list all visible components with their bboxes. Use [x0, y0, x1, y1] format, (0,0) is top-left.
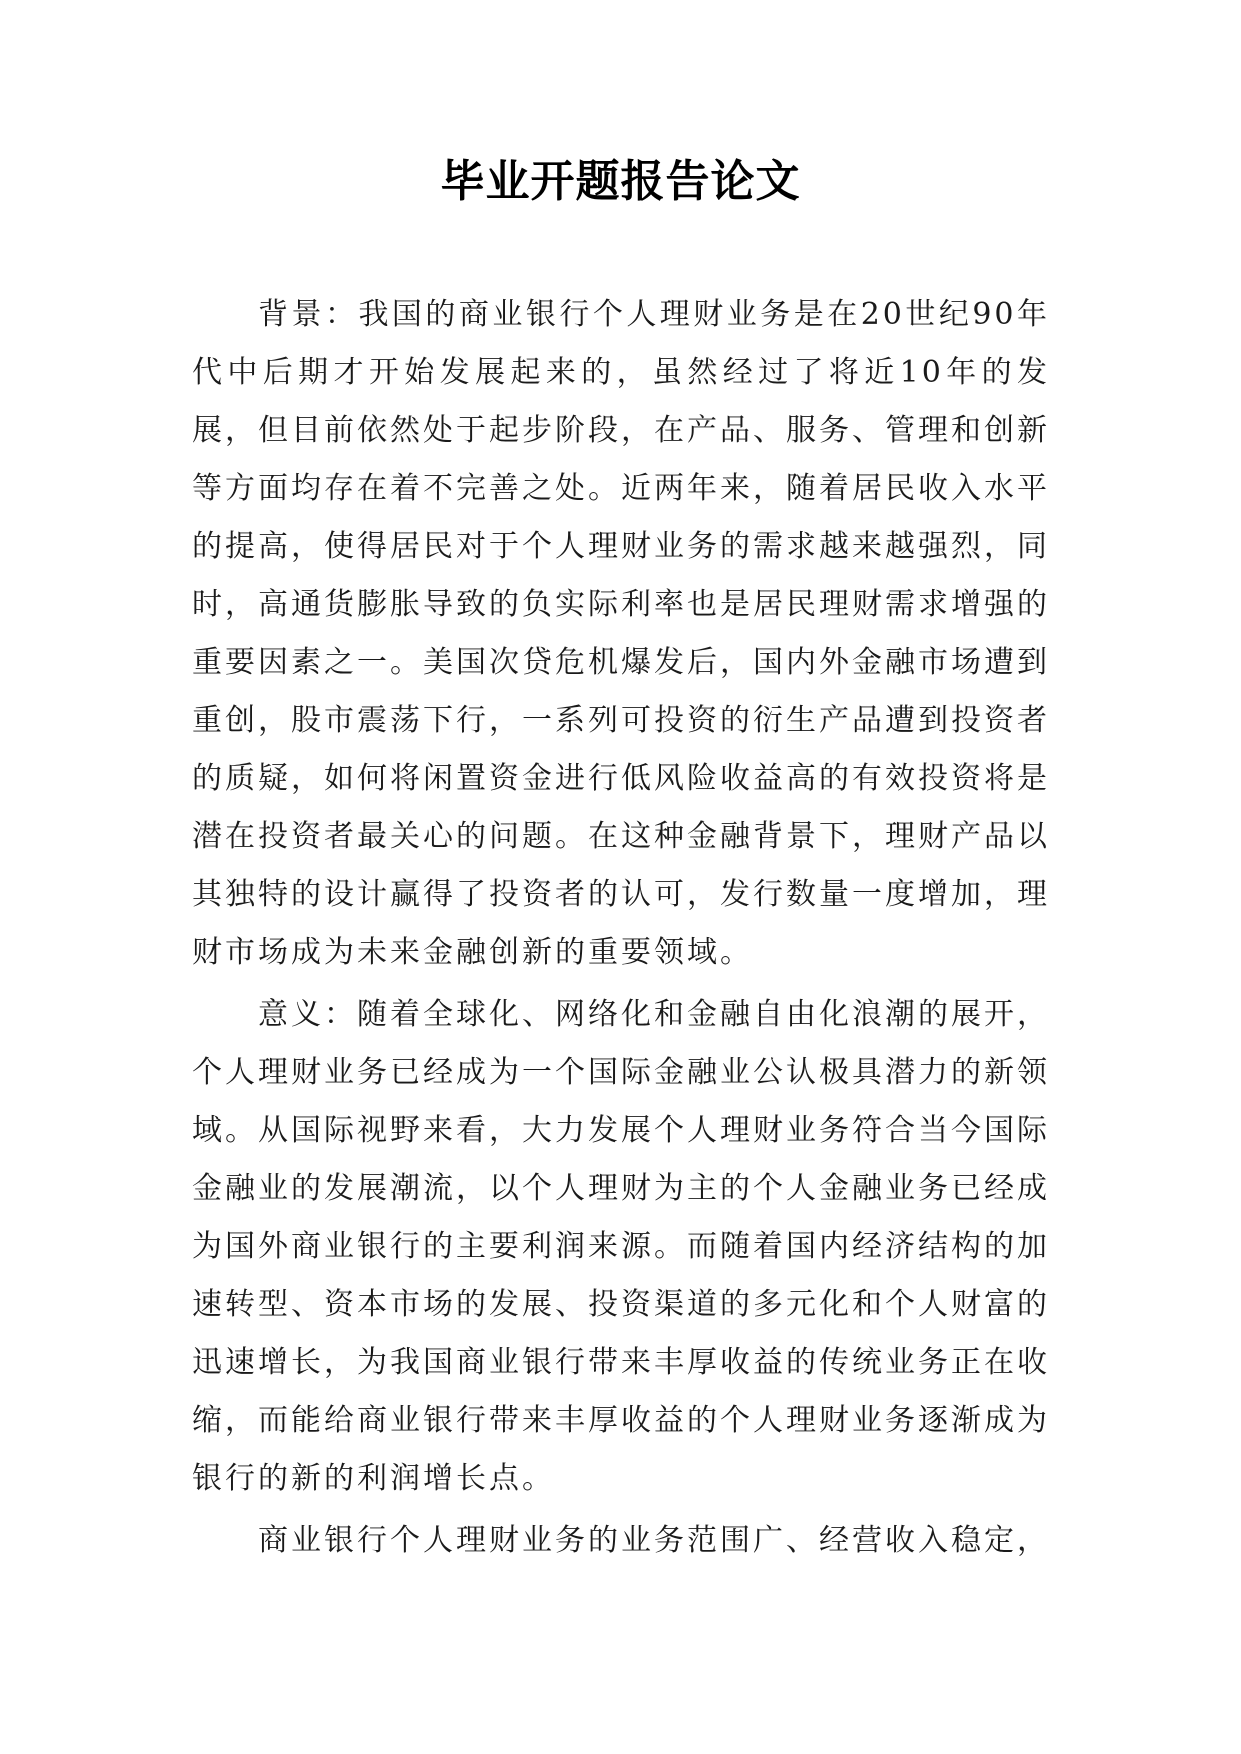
document-body: [192, 286, 1050, 1570]
document-title: 毕业开题报告论文: [440, 156, 801, 207]
paragraph-business-scope: 商业银行个人理财业务的业务范围广、经营收入稳定，: [258, 1523, 1050, 1558]
paragraph-background: 背景：我国的商业银行个人理财业务是在20世纪90年代中后期才开始发展起来的，虽然经过了将近10年的发展，但目前依然处于起步阶段，在产品、服务、管理和创新等方面均存在着不完善之处。近两年来，随着居民收入水平的提高，使得居民对于个人理财业务的需求越来越强烈，同时，高通货膨胀导致的负实际利率也是居民理财需求增强的重要因素之一。美国次贷危机爆发后，国内外金融市场遭到重创，股市震荡下行，一系列可投资的衍生产品遭到投资者的质疑，如何将闲置资金进行低风险收益高的有效投资将是潜在投资者最关心的问题。在这种金融背景下，理财产品以其独特的设计赢得了投资者的认可，发行数量一度增加，理财市场成为未来金融创新的重要领域。: [192, 297, 1050, 970]
paragraph-significance: 意义：随着全球化、网络化和金融自由化浪潮的展开，个人理财业务已经成为一个国际金融业公认极具潜力的新领域。从国际视野来看，大力发展个人理财业务符合当今国际金融业的发展潮流，以个人理财为主的个人金融业务已经成为国外商业银行的主要利润来源。而随着国内经济结构的加速转型、资本市场的发展、投资渠道的多元化和个人财富的迅速增长，为我国商业银行带来丰厚收益的传统业务正在收缩，而能给商业银行带来丰厚收益的个人理财业务逐渐成为银行的新的利润增长点。: [192, 997, 1050, 1496]
